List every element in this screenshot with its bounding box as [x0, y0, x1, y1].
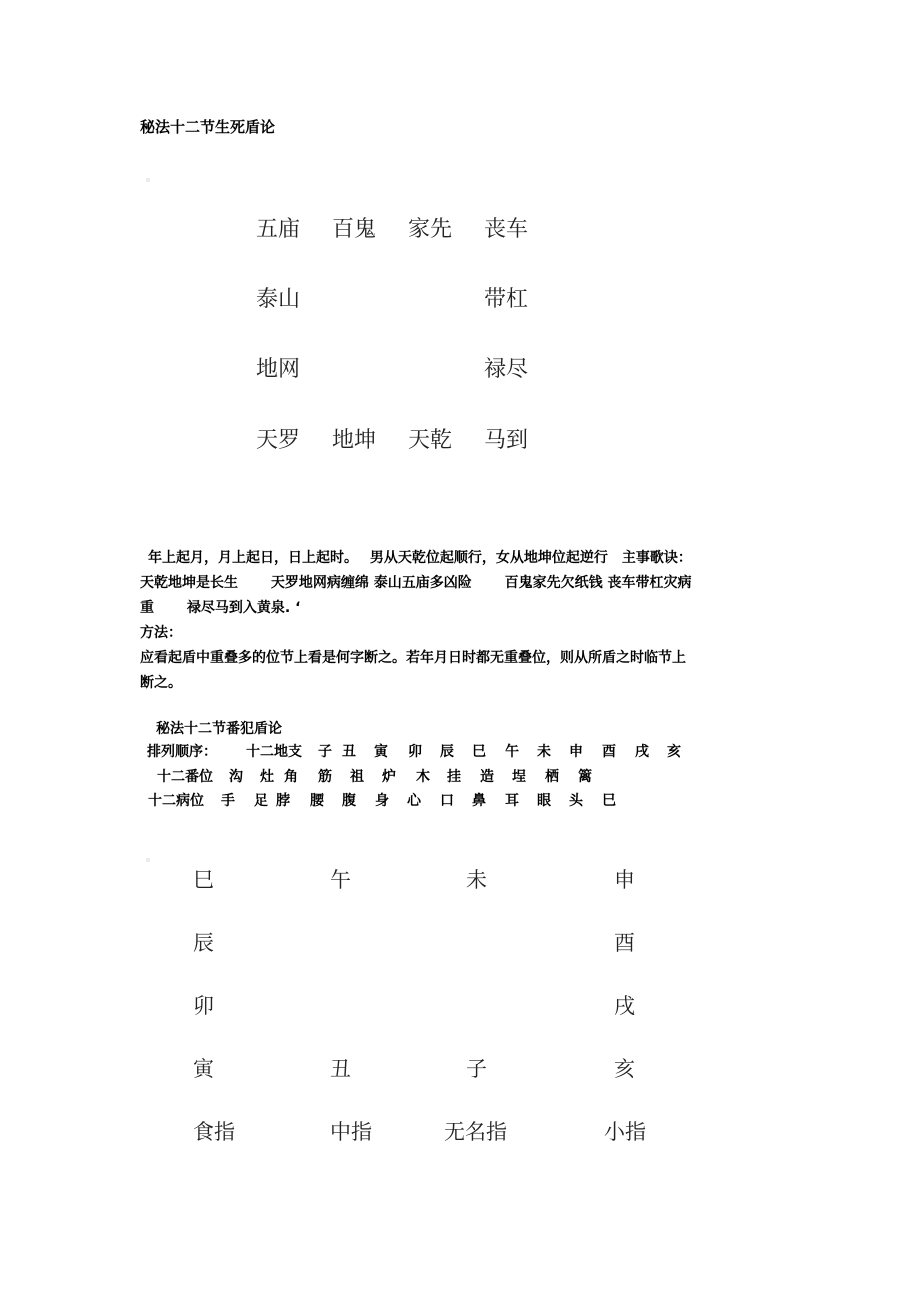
- finger-ring: 无名指: [444, 1120, 507, 1144]
- fan-cell: 挂: [447, 769, 461, 785]
- dizhi-cell: 申: [569, 744, 583, 760]
- node-zi: 子: [466, 1057, 487, 1081]
- bing-cell: 身: [375, 793, 389, 809]
- node-madao: 马到: [484, 428, 529, 453]
- node-shen: 申: [614, 868, 635, 892]
- fan-cell: 炉: [382, 769, 396, 785]
- dizhi-cell: 戌: [635, 744, 649, 760]
- fan-cell: 祖: [350, 769, 364, 785]
- dizhi-cell: 辰: [440, 744, 454, 760]
- order-label: 排列顺序：: [147, 744, 217, 760]
- section2-title: 秘法十二节番犯盾论: [156, 721, 282, 737]
- node-tianluo: 天罗: [256, 428, 301, 453]
- fan-row: [0, 766, 920, 788]
- bing-cell: 腰: [310, 793, 324, 809]
- node-mao: 卯: [193, 994, 214, 1018]
- node-daigang: 带杠: [484, 287, 529, 312]
- finger-middle: 中指: [330, 1120, 372, 1144]
- node-si: 巳: [193, 868, 214, 892]
- node-taishan: 泰山: [256, 287, 301, 312]
- bing-cell: 心: [407, 793, 421, 809]
- fan-cell: 角: [284, 769, 298, 785]
- fan-cell: 灶: [260, 769, 274, 785]
- dizhi-cell: 午: [505, 744, 519, 760]
- bing-cell: 鼻: [472, 793, 486, 809]
- bing-cell: 巳: [602, 793, 616, 809]
- bing-cell: 脖: [276, 793, 290, 809]
- node-lujin: 禄尽: [484, 357, 529, 382]
- scan-speck: [146, 858, 150, 862]
- node-chou: 丑: [330, 1057, 351, 1081]
- dizhi-label: 十二地支: [246, 744, 302, 760]
- finger-little: 小指: [604, 1120, 646, 1144]
- bing-cell: 足: [254, 793, 268, 809]
- fan-cell: 木: [416, 769, 430, 785]
- bing-row: [0, 790, 920, 812]
- dizhi-cell: 子: [318, 744, 332, 760]
- fan-cell: 栖: [545, 769, 559, 785]
- fan-cell: 埕: [512, 769, 526, 785]
- dizhi-cell: 未: [537, 744, 551, 760]
- dizhi-row: [0, 741, 920, 763]
- text-method-label: 方法：: [140, 625, 182, 641]
- fan-cell: 篱: [578, 769, 592, 785]
- fan-cell: 筋: [318, 769, 332, 785]
- node-jiaxian: 家先: [408, 217, 453, 242]
- fan-label: 十二番位: [157, 769, 213, 785]
- node-you: 酉: [614, 931, 635, 955]
- finger-index: 食指: [193, 1120, 235, 1144]
- node-wei: 未: [466, 868, 487, 892]
- node-yin: 寅: [193, 1057, 214, 1081]
- node-sangche: 丧车: [484, 217, 529, 242]
- dizhi-cell: 卯: [408, 744, 422, 760]
- fan-cell: 沟: [229, 769, 243, 785]
- node-diwang: 地网: [256, 357, 301, 382]
- node-wumiao: 五庙: [256, 217, 301, 242]
- node-tianqian: 天乾: [408, 428, 453, 453]
- bing-cell: 腹: [342, 793, 356, 809]
- fan-cell: 造: [480, 769, 494, 785]
- node-dikun: 地坤: [332, 428, 377, 453]
- scan-speck: [146, 178, 150, 182]
- dizhi-cell: 亥: [667, 744, 681, 760]
- section1-title: 秘法十二节生死盾论: [140, 118, 276, 136]
- text-line-1: 年上起月，月上起日，日上起时。 男从天乾位起顺行，女从地坤位起逆行 主事歌诀：: [148, 550, 692, 566]
- bing-cell: 头: [569, 793, 583, 809]
- text-line-6: 断之。: [140, 675, 182, 691]
- dizhi-cell: 寅: [374, 744, 388, 760]
- text-line-3: 重 禄尽马到入黄泉. ‘: [140, 600, 301, 616]
- dizhi-cell: 巳: [472, 744, 486, 760]
- bing-cell: 手: [221, 793, 235, 809]
- node-xu: 戌: [614, 994, 635, 1018]
- node-baigui: 百鬼: [332, 217, 377, 242]
- text-line-2: 天乾地坤是长生 天罗地网病缠绵 泰山五庙多凶险 百鬼家先欠纸钱 丧车带杠灾病: [140, 575, 692, 591]
- node-wu: 午: [330, 868, 351, 892]
- text-line-5: 应看起盾中重叠多的位节上看是何字断之。若年月日时都无重叠位，则从所盾之时临节上: [140, 650, 686, 666]
- node-chen: 辰: [193, 931, 214, 955]
- dizhi-cell: 酉: [602, 744, 616, 760]
- bing-cell: 耳: [505, 793, 519, 809]
- bing-cell: 口: [440, 793, 454, 809]
- bing-cell: 眼: [537, 793, 551, 809]
- dizhi-cell: 丑: [342, 744, 356, 760]
- bing-label: 十二病位: [148, 793, 204, 809]
- node-hai: 亥: [614, 1057, 635, 1081]
